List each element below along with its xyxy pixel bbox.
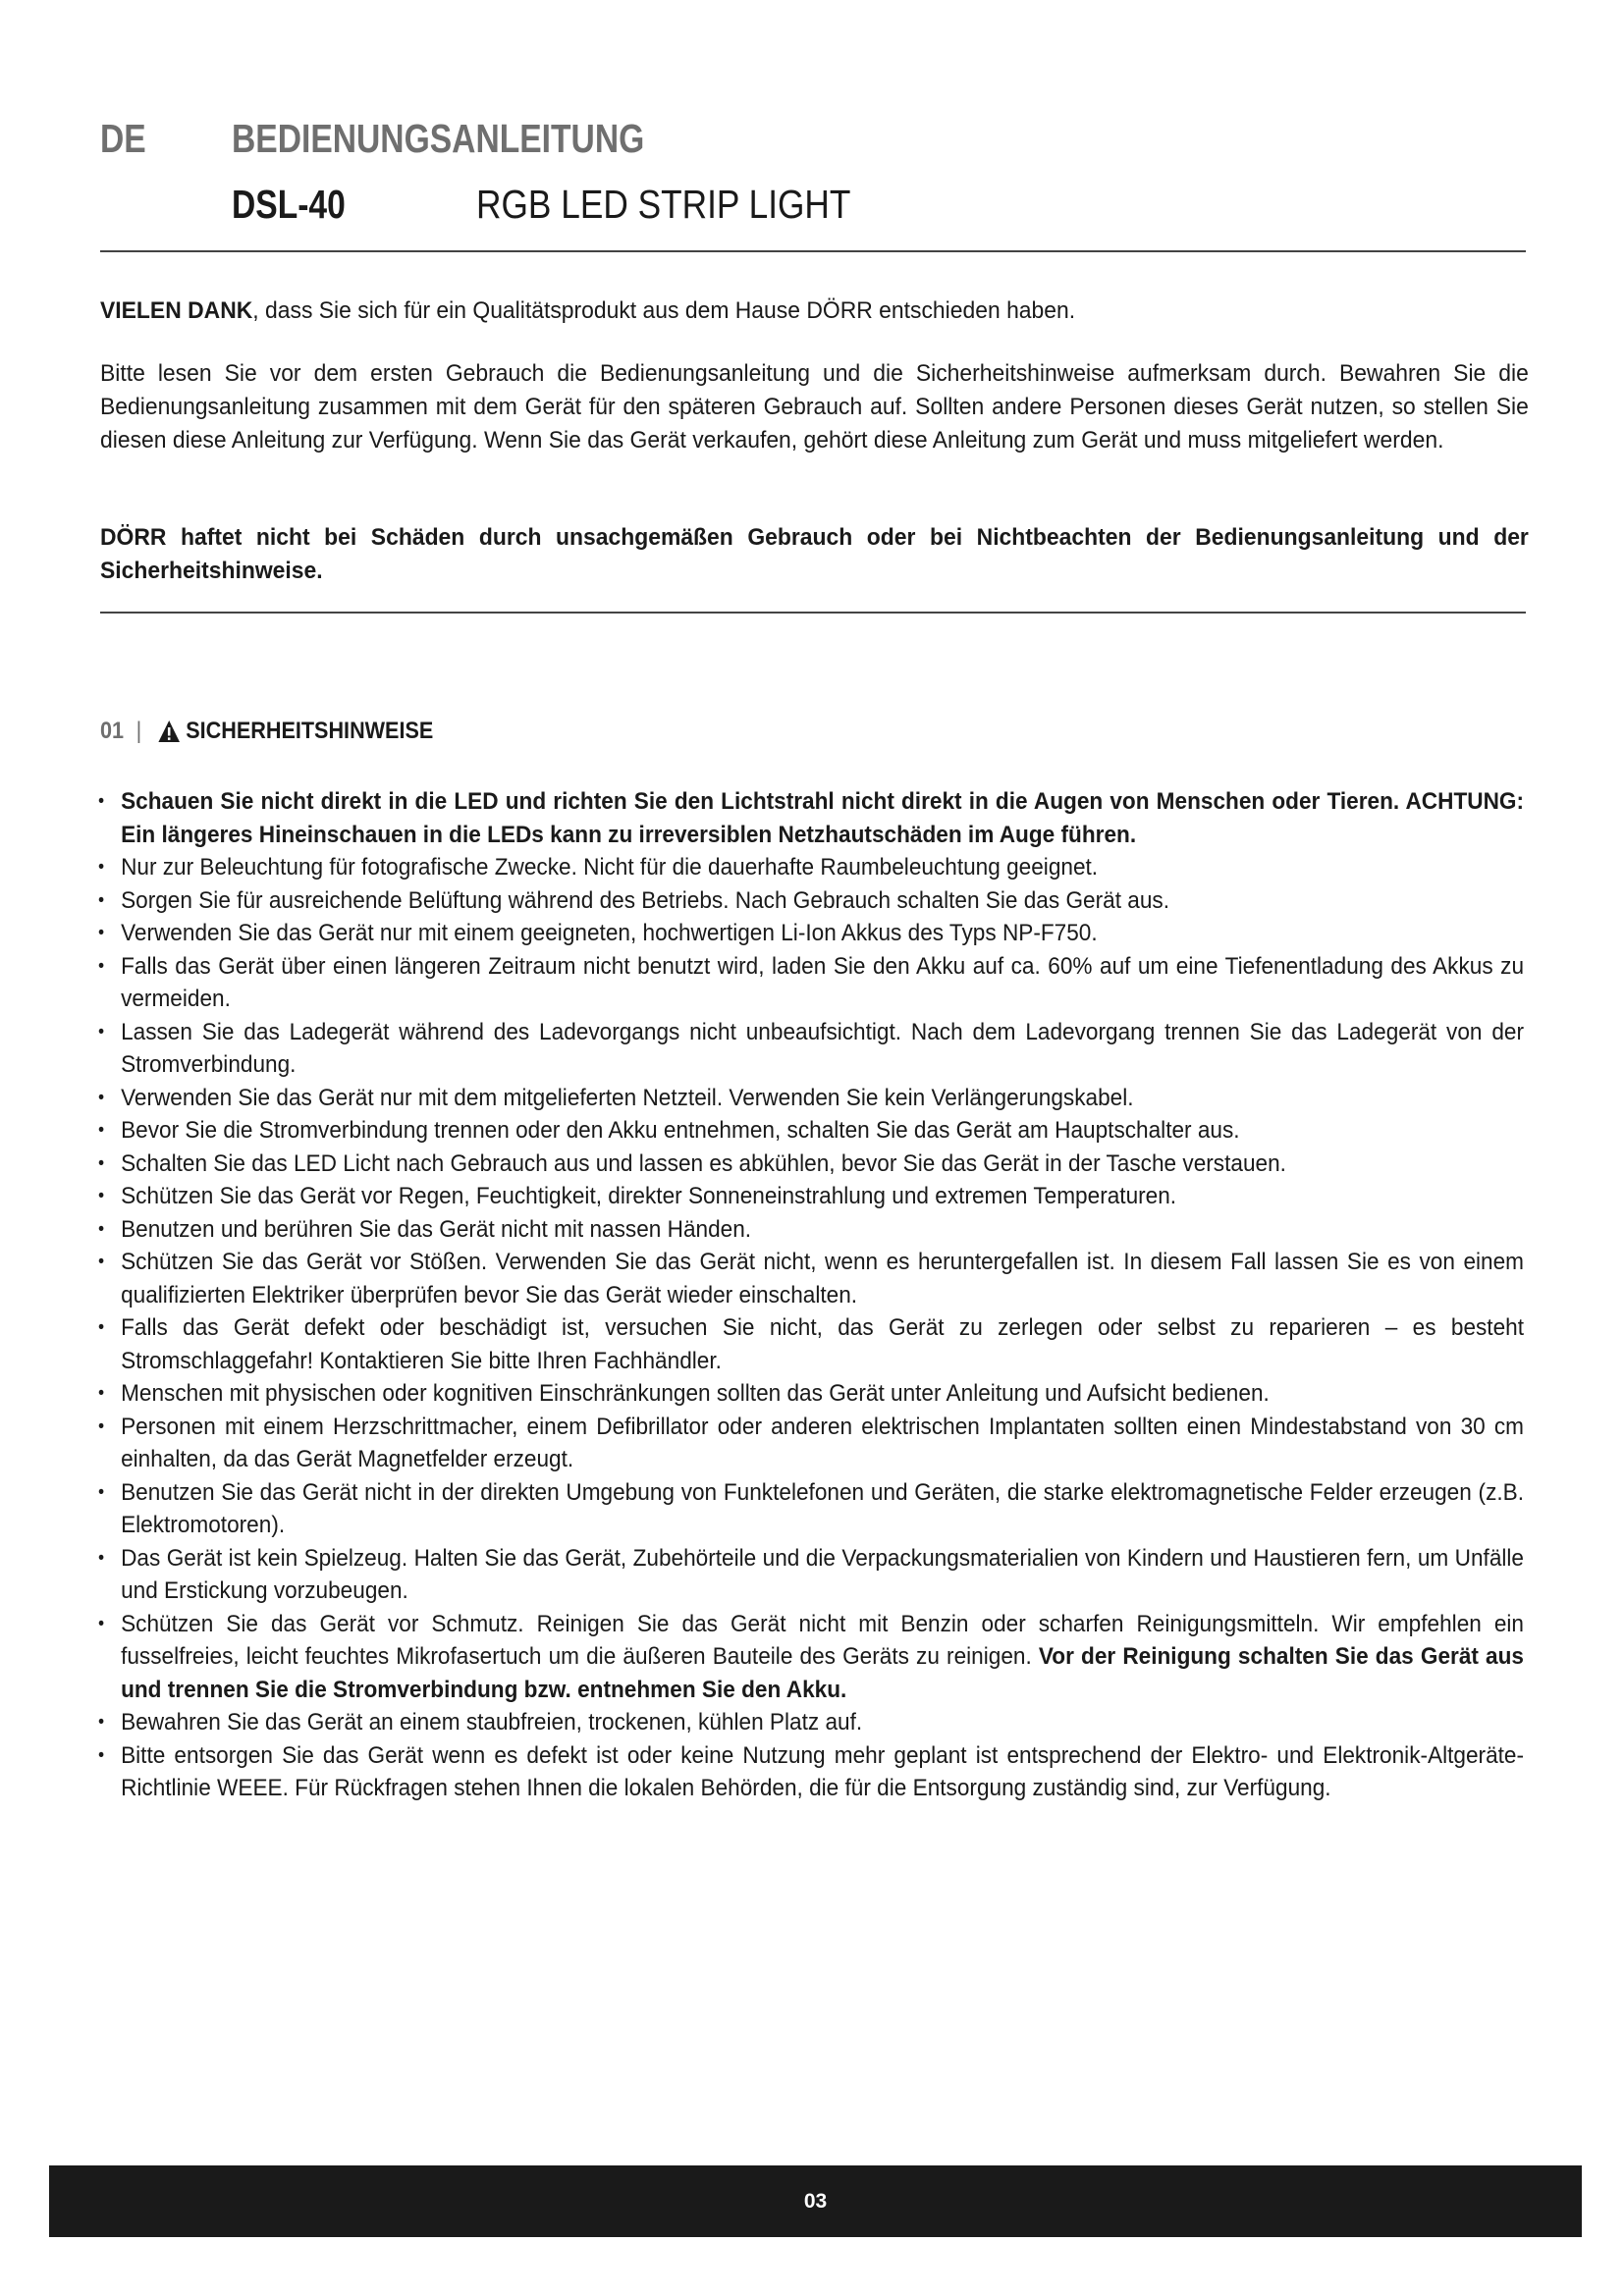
safety-item-bold-text: Schauen Sie nicht direkt in die LED und richten Sie den Lichtstrahl nicht direkt in die Augen von Menschen oder Tieren. ACHTUNG: Ein längeres Hineinschauen in die LEDs kann zu irreversiblen Netzhautschäden im Auge führen. xyxy=(121,788,1525,848)
safety-list-item xyxy=(98,1608,1524,1707)
safety-list-item xyxy=(98,1082,1524,1115)
bullet-marker: • xyxy=(98,1021,105,1042)
section-separator: | xyxy=(135,718,142,744)
bullet-marker: • xyxy=(98,1087,105,1108)
liability-text: DÖRR haftet nicht bei Schäden durch unsachgemäßen Gebrauch oder bei Nichtbeachten der Bedienungsanleitung und der Sicherheitshinweise. xyxy=(100,524,1529,584)
bullet-marker: • xyxy=(98,1383,105,1404)
safety-list-item xyxy=(98,950,1524,1016)
bullet-marker: • xyxy=(98,1252,105,1272)
safety-list-item xyxy=(98,1114,1524,1148)
header-language-code: DE xyxy=(100,116,146,161)
safety-item-text: Bitte entsorgen Sie das Gerät wenn es defekt ist oder keine Nutzung mehr geplant ist entsprechend der Elektro- und Elektronik-Altgeräte-Richtlinie WEEE. Für Rückfragen stehen Ihnen die lokalen Behörden, die für die Entsorgung zuständig sind, zur Verfügung. xyxy=(121,1741,1525,1801)
bullet-marker: • xyxy=(98,1547,105,1569)
safety-item-bold-tail: Vor der Reinigung schalten Sie das Gerät aus und trennen Sie die Stromverbindung bzw. entnehmen Sie den Akku. xyxy=(121,1643,1525,1703)
liability-notice xyxy=(100,521,1529,588)
safety-list-item xyxy=(98,1706,1524,1739)
safety-list-item xyxy=(98,884,1524,918)
bullet-marker: • xyxy=(98,1744,105,1766)
safety-list-item xyxy=(98,1246,1524,1311)
bullet-marker: • xyxy=(98,791,105,812)
safety-item-text: Schützen Sie das Gerät vor Stößen. Verwenden Sie das Gerät nicht, wenn es heruntergefallen ist. In diesem Fall lassen Sie es von einem qualifizierten Elektriker überprüfen bevor Sie das Gerät wieder einschalten. xyxy=(121,1249,1525,1308)
safety-item-text: Benutzen Sie das Gerät nicht in der direkten Umgebung von Funktelefonen und Geräten, die starke elektromagnetische Felder erzeugen (z.B. Elektromotoren). xyxy=(121,1478,1525,1538)
safety-item-text: Menschen mit physischen oder kognitiven Einschränkungen sollten das Gerät unter Anleitung und Aufsicht bedienen. xyxy=(121,1380,1270,1407)
bullet-marker: • xyxy=(98,1712,105,1733)
bullet-marker: • xyxy=(98,1317,105,1338)
intro-thanks xyxy=(100,294,1529,328)
safety-item-text: Benutzen und berühren Sie das Gerät nicht mit nassen Händen. xyxy=(121,1215,752,1243)
safety-item-text: Falls das Gerät defekt oder beschädigt ist, versuchen Sie nicht, das Gerät zu zerlegen oder selbst zu reparieren – es besteht Stromschlaggefahr! Kontaktieren Sie bitte Ihren Fachhändler. xyxy=(121,1314,1525,1374)
intro-paragraph: Bitte lesen Sie vor dem ersten Gebrauch die Bedienungsanleitung und die Sicherheitshinweise aufmerksam durch. Bewahren Sie die Bedienungsanleitung zusammen mit dem Gerät für den späteren Gebrauch auf. Sollten andere Personen dieses Gerät nutzen, so stellen Sie diesen diese Anleitung zur Verfügung. Wenn Sie das Gerät verkaufen, gehört diese Anleitung zum Gerät und muss mitgeliefert werden. xyxy=(100,360,1529,454)
intro-thanks-rest: , dass Sie sich für ein Qualitätsprodukt aus dem Hause DÖRR entschieden haben. xyxy=(252,297,1076,324)
safety-item-text: Schützen Sie das Gerät vor Regen, Feuchtigkeit, direkter Sonneneinstrahlung und extremen Temperaturen. xyxy=(121,1183,1177,1209)
safety-item-text: Das Gerät ist kein Spielzeug. Halten Sie das Gerät, Zubehörteile und die Verpackungsmaterialien von Kindern und Haustieren fern, um Unfälle und Erstickung vorzubeugen. xyxy=(121,1544,1525,1604)
warning-triangle-icon xyxy=(157,720,180,743)
safety-item-text: Verwenden Sie das Gerät nur mit dem mitgelieferten Netzteil. Verwenden Sie kein Verlängerungskabel. xyxy=(121,1084,1134,1111)
bullet-marker: • xyxy=(98,1613,105,1634)
bullet-marker: • xyxy=(98,1481,105,1503)
intro-divider xyxy=(100,612,1526,614)
bullet-marker: • xyxy=(98,857,105,878)
safety-list-item xyxy=(98,1377,1524,1411)
safety-item-text: Schalten Sie das LED Licht nach Gebrauch aus und lassen es abkühlen, bevor Sie das Gerät in der Tasche verstauen. xyxy=(121,1149,1286,1177)
safety-item-text: Personen mit einem Herzschrittmacher, einem Defibrillator oder anderen elektrischen Implantaten sollten einen Mindestabstand von 30 cm einhalten, da das Gerät Magnetfelder erzeugt. xyxy=(121,1413,1525,1472)
safety-item-text: Schützen Sie das Gerät vor Schmutz. Reinigen Sie das Gerät nicht mit Benzin oder scharfen Reinigungsmitteln. Wir empfehlen ein fusselfreies, leicht feuchtes Mikrofasertuch um die äußeren Bauteile des Geräts zu reinigen. xyxy=(121,1610,1525,1670)
product-name: RGB LED STRIP LIGHT xyxy=(476,182,851,227)
bullet-marker: • xyxy=(98,1218,105,1240)
safety-list xyxy=(98,785,1524,1805)
section-title: SICHERHEITSHINWEISE xyxy=(186,718,434,744)
safety-list-item xyxy=(98,785,1524,851)
bullet-marker: • xyxy=(98,1120,105,1141)
safety-item-text: Sorgen Sie für ausreichende Belüftung während des Betriebs. Nach Gebrauch schalten Sie das Gerät aus. xyxy=(121,886,1169,914)
safety-list-item xyxy=(98,1148,1524,1181)
safety-list-item xyxy=(98,1542,1524,1608)
safety-list-item xyxy=(98,1739,1524,1805)
safety-list-item xyxy=(98,1180,1524,1213)
safety-item-text: Bevor Sie die Stromverbindung trennen oder den Akku entnehmen, schalten Sie das Gerät am Hauptschalter aus. xyxy=(121,1117,1240,1144)
bullet-marker: • xyxy=(98,955,105,977)
safety-item-text: Bewahren Sie das Gerät an einem staubfreien, trockenen, kühlen Platz auf. xyxy=(121,1709,863,1735)
intro-thanks-bold: VIELEN DANK xyxy=(100,297,253,324)
bullet-marker: • xyxy=(98,1186,105,1206)
safety-item-text: Lassen Sie das Ladegerät während des Ladevorgangs nicht unbeaufsichtigt. Nach dem Ladevorgang trennen Sie das Ladegerät von der Stromverbindung. xyxy=(121,1018,1525,1078)
safety-list-item xyxy=(98,1311,1524,1377)
bullet-marker: • xyxy=(98,1152,105,1174)
safety-list-item xyxy=(98,1016,1524,1082)
safety-list-item xyxy=(98,1411,1524,1476)
safety-item-text: Nur zur Beleuchtung für fotografische Zwecke. Nicht für die dauerhafte Raumbeleuchtung geeignet. xyxy=(121,854,1099,881)
section-heading xyxy=(100,718,433,745)
header-divider xyxy=(100,250,1526,252)
safety-list-item xyxy=(98,1476,1524,1542)
safety-item-text: Falls das Gerät über einen längeren Zeitraum nicht benutzt wird, laden Sie den Akku auf ca. 60% auf um eine Tiefenentladung des Akkus zu vermeiden. xyxy=(121,952,1525,1012)
section-number: 01 xyxy=(100,718,125,744)
page-number: 03 xyxy=(803,2189,828,2213)
bullet-marker: • xyxy=(98,889,105,911)
model-name: DSL-40 xyxy=(232,182,346,227)
safety-list-item xyxy=(98,1213,1524,1247)
safety-list-item xyxy=(98,851,1524,884)
document-title: BEDIENUNGSANLEITUNG xyxy=(232,116,645,161)
safety-item-text: Verwenden Sie das Gerät nur mit einem geeigneten, hochwertigen Li-Ion Akkus des Typs NP-F750. xyxy=(121,920,1098,946)
safety-list-item xyxy=(98,917,1524,950)
bullet-marker: • xyxy=(98,923,105,943)
bullet-marker: • xyxy=(98,1415,105,1437)
page-footer xyxy=(49,2165,1582,2237)
